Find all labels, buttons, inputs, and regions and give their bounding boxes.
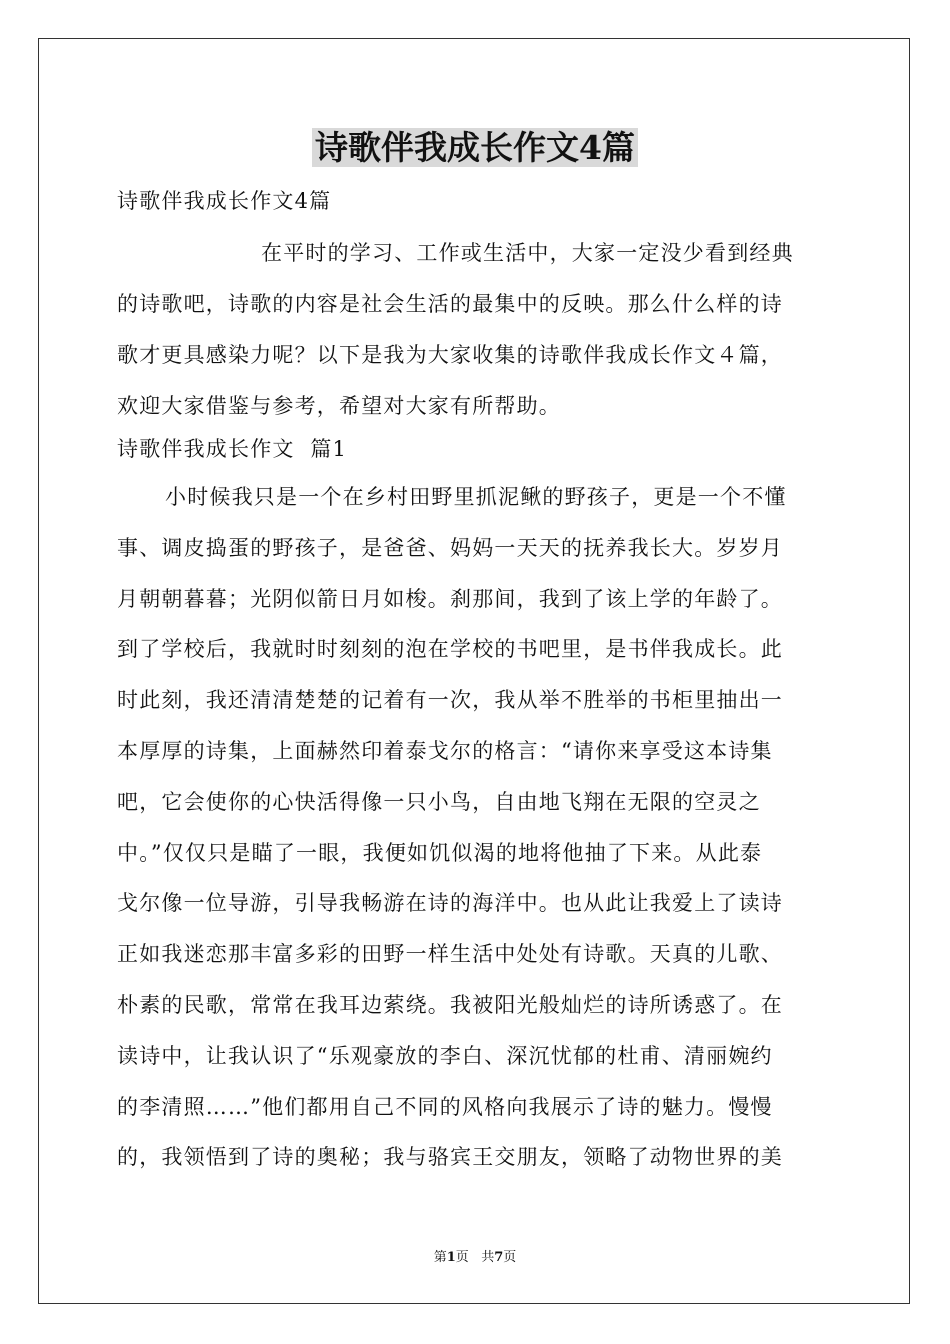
body-paragraph bbox=[117, 472, 833, 1183]
body-line: 月朝朝暮暮；光阴似箭日月如梭。刹那间，我到了该上学的年龄了。 bbox=[117, 586, 783, 611]
document-title-text: 诗歌伴我成长作文4篇 bbox=[312, 128, 638, 167]
intro-line: 在平时的学习、工作或生活中，大家一定没少看到经典 bbox=[261, 241, 794, 265]
page-prefix: 第 bbox=[433, 1250, 447, 1265]
intro-paragraph bbox=[117, 228, 833, 432]
body-line: 读诗中，让我认识了“乐观豪放的李白、深沉忧郁的杜甫、清丽婉约 bbox=[117, 1043, 773, 1068]
body-line: 正如我迷恋那丰富多彩的田野一样生活中处处有诗歌。天真的儿歌、 bbox=[117, 942, 783, 967]
body-line: 小时候我只是一个在乡村田野里抓泥鳅的野孩子，更是一个不懂 bbox=[165, 485, 787, 509]
body-line: 事、调皮捣蛋的野孩子，是爸爸、妈妈一天天的抚养我长大。岁岁月 bbox=[117, 535, 783, 560]
body-line: 吧，它会使你的心快活得像一只小鸟，自由地飞翔在无限的空灵之 bbox=[117, 789, 761, 814]
intro-line: 欢迎大家借鉴与参考，希望对大家有所帮助。 bbox=[117, 394, 561, 418]
total-pages: 7 bbox=[494, 1250, 504, 1265]
document-subtitle: 诗歌伴我成长作文4篇 bbox=[117, 189, 332, 213]
body-line: 戈尔像一位导游，引导我畅游在诗的海洋中。也从此让我爱上了读诗 bbox=[117, 891, 783, 916]
body-line: 时此刻，我还清清楚楚的记着有一次，我从举不胜举的书柜里抽出一 bbox=[117, 688, 783, 713]
page-footer bbox=[0, 1249, 950, 1267]
body-line: 到了学校后，我就时时刻刻的泡在学校的书吧里，是书伴我成长。此 bbox=[117, 637, 783, 662]
intro-line: 的诗歌吧，诗歌的内容是社会生活的最集中的反映。那么什么样的诗 bbox=[117, 292, 783, 316]
body-line: 的李清照……”他们都用自己不同的风格向我展示了诗的魅力。慢慢 bbox=[117, 1094, 773, 1119]
body-line: 朴素的民歌，常常在我耳边萦绕。我被阳光般灿烂的诗所诱惑了。在 bbox=[117, 992, 783, 1017]
total-prefix: 共 bbox=[481, 1250, 495, 1265]
body-line: 中。”仅仅只是瞄了一眼，我便如饥似渴的地将他抽了下来。从此泰 bbox=[117, 840, 763, 865]
page-number: 1 bbox=[446, 1250, 456, 1265]
total-suffix: 页 bbox=[503, 1250, 517, 1265]
document-title bbox=[0, 126, 950, 170]
intro-line: 歌才更具感染力呢？以下是我为大家收集的诗歌伴我成长作文４篇， bbox=[117, 343, 783, 367]
section-heading: 诗歌伴我成长作文 篇1 bbox=[117, 437, 348, 461]
body-line: 本厚厚的诗集，上面赫然印着泰戈尔的格言：“请你来享受这本诗集 bbox=[117, 738, 773, 763]
page-suffix: 页 bbox=[455, 1250, 469, 1265]
body-line: 的，我领悟到了诗的奥秘；我与骆宾王交朋友，领略了动物世界的美 bbox=[117, 1145, 783, 1170]
